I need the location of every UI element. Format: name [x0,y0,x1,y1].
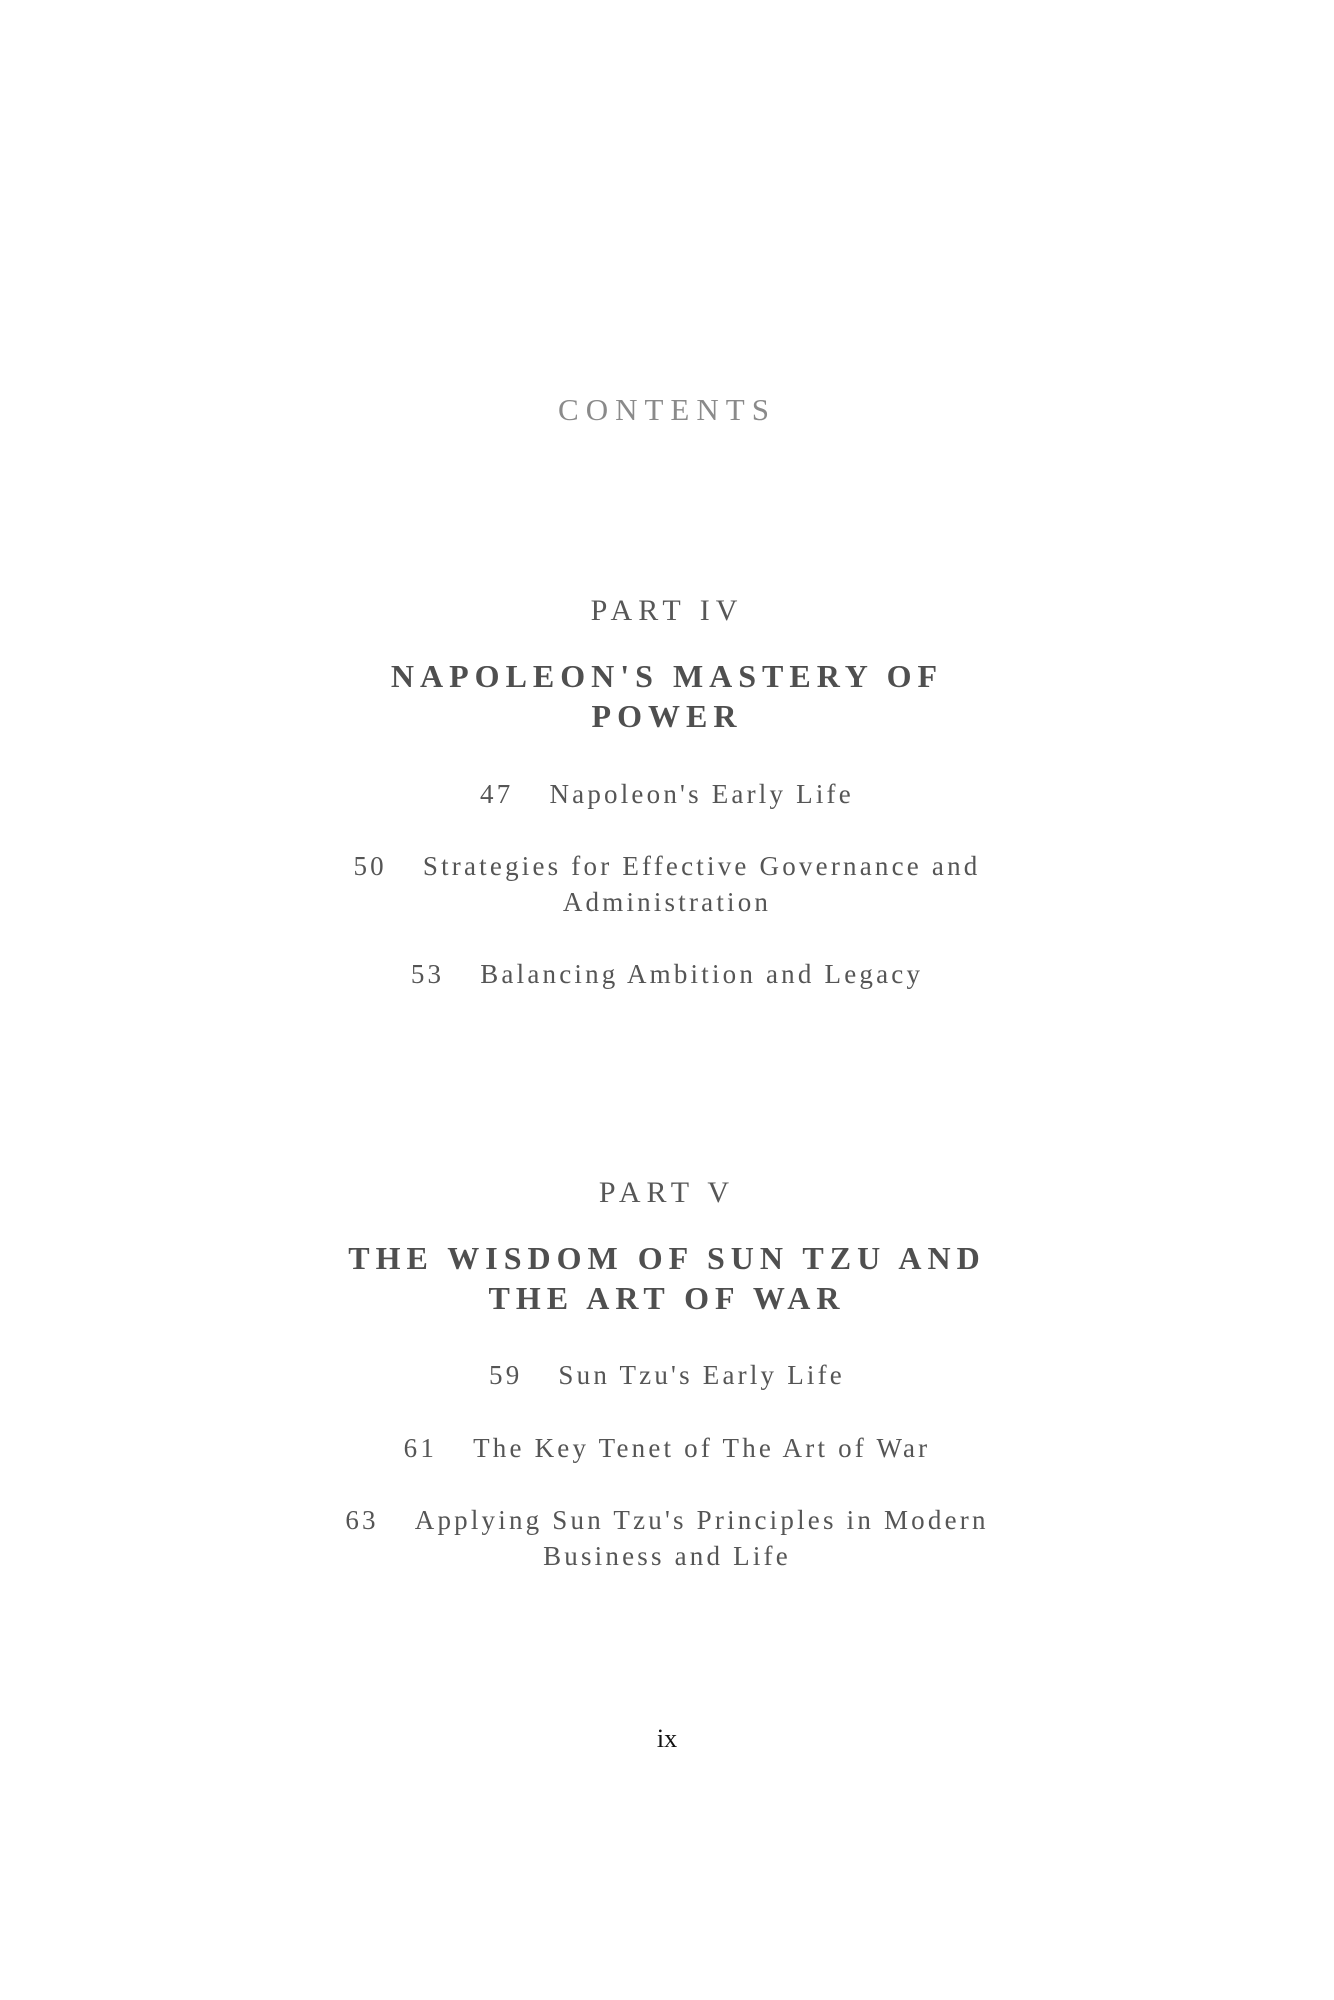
toc-entry-title-cont: Business and Life [543,1541,791,1571]
toc-entry-page: 53 [410,959,445,989]
toc-entry-page: 63 [345,1505,379,1535]
toc-entry-title: The Key Tenet of The Art of War [473,1433,931,1463]
contents-heading: CONTENTS [558,392,776,427]
toc-entry[interactable] [0,1430,1334,1466]
toc-entry-page: 61 [403,1433,438,1463]
part-title-line: THE ART OF WAR [488,1280,846,1316]
toc-entry-page: 59 [489,1360,523,1390]
part-label: PART V [598,1176,736,1209]
part-title-line: POWER [591,698,743,734]
toc-entry-title: Strategies for Effective Governance and [422,851,981,881]
part-title-line: THE WISDOM OF SUN TZU AND [348,1240,986,1276]
part-label: PART IV [590,594,744,627]
toc-entry[interactable] [0,1357,1334,1393]
toc-entry-title: Balancing Ambition and Legacy [480,959,924,989]
part-title [0,656,1334,736]
toc-entry[interactable] [0,956,1334,992]
toc-entry-page: 50 [353,851,387,881]
toc-entry-title: Sun Tzu's Early Life [558,1360,845,1390]
page-number: ix [656,1724,678,1753]
toc-entry[interactable] [0,848,1334,920]
toc-entry[interactable] [0,1502,1334,1574]
toc-entry-page: 47 [480,779,514,809]
toc-entry-title-cont: Administration [562,887,772,917]
part-title-line: NAPOLEON'S MASTERY OF [390,658,944,694]
part-title [0,1238,1334,1318]
toc-entry-title: Napoleon's Early Life [549,779,854,809]
toc-entry[interactable] [0,776,1334,812]
toc-entry-title: Applying Sun Tzu's Principles in Modern [414,1505,989,1535]
